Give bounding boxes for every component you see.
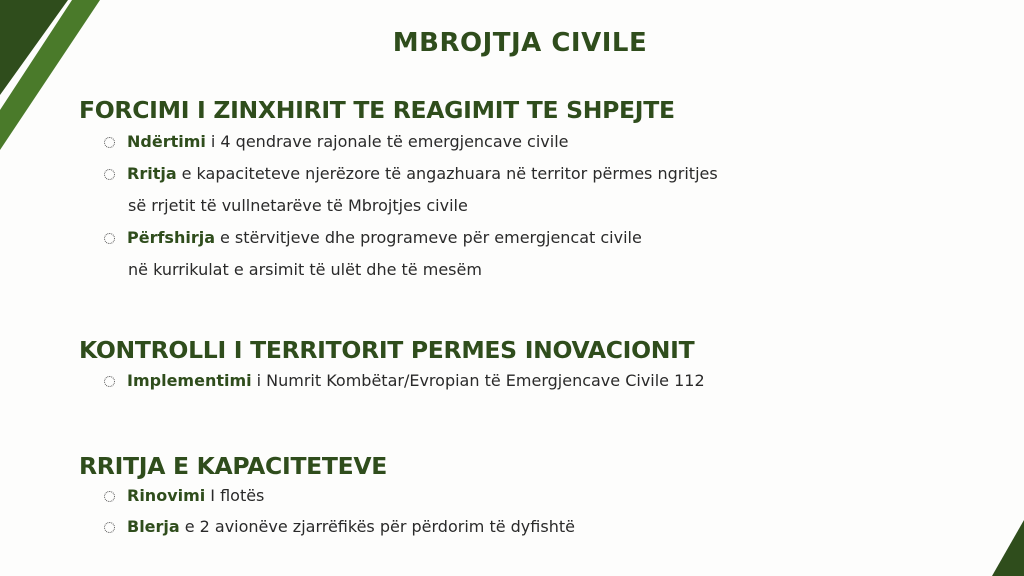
list-item: [104, 126, 569, 158]
bullet-keyword: Rinovimi: [127, 486, 206, 505]
list-item: [104, 365, 705, 397]
bullet-text: I flotës: [210, 486, 265, 505]
bullet-text: e kapaciteteve njerëzore të angazhuara në territor përmes ngritjes: [181, 164, 718, 183]
page-title: MBROJTJA CIVILE: [392, 28, 648, 58]
section-heading-3: RRITJA E KAPACITETEVE: [79, 452, 388, 480]
list-item: [104, 158, 718, 222]
bullet-continuation: në kurrikulat e arsimit të ulët dhe të mesëm: [128, 260, 482, 279]
bullet-keyword: Implementimi: [127, 371, 252, 390]
bullet-text: e stërvitjeve dhe programeve për emergjencat civile: [220, 228, 642, 247]
bullet-text: i 4 qendrave rajonale të emergjencave civile: [210, 132, 569, 151]
section-heading-2: KONTROLLI I TERRITORIT PERMES INOVACIONIT: [79, 336, 695, 364]
bullet-keyword: Përfshirja: [127, 228, 215, 247]
bullet-continuation: së rrjetit të vullnetarëve të Mbrojtjes civile: [128, 196, 468, 215]
section-heading-1: FORCIMI I ZINXHIRIT TE REAGIMIT TE SHPEJTE: [79, 96, 675, 124]
circle-bullet-icon: [104, 137, 115, 148]
bullet-text: i Numrit Kombëtar/Evropian të Emergjencave Civile 112: [256, 371, 705, 390]
circle-bullet-icon: [104, 376, 115, 387]
list-item: [104, 480, 264, 512]
bullet-text: e 2 avionëve zjarrëfikës për përdorim të dyfishtë: [184, 517, 575, 536]
list-item: [104, 222, 642, 286]
bottom-right-stripe: [992, 520, 1024, 576]
list-item: [104, 511, 575, 543]
circle-bullet-icon: [104, 522, 115, 533]
bullet-keyword: Ndërtimi: [127, 132, 206, 151]
circle-bullet-icon: [104, 491, 115, 502]
circle-bullet-icon: [104, 233, 115, 244]
circle-bullet-icon: [104, 169, 115, 180]
bullet-keyword: Blerja: [127, 517, 180, 536]
bullet-keyword: Rritja: [127, 164, 177, 183]
